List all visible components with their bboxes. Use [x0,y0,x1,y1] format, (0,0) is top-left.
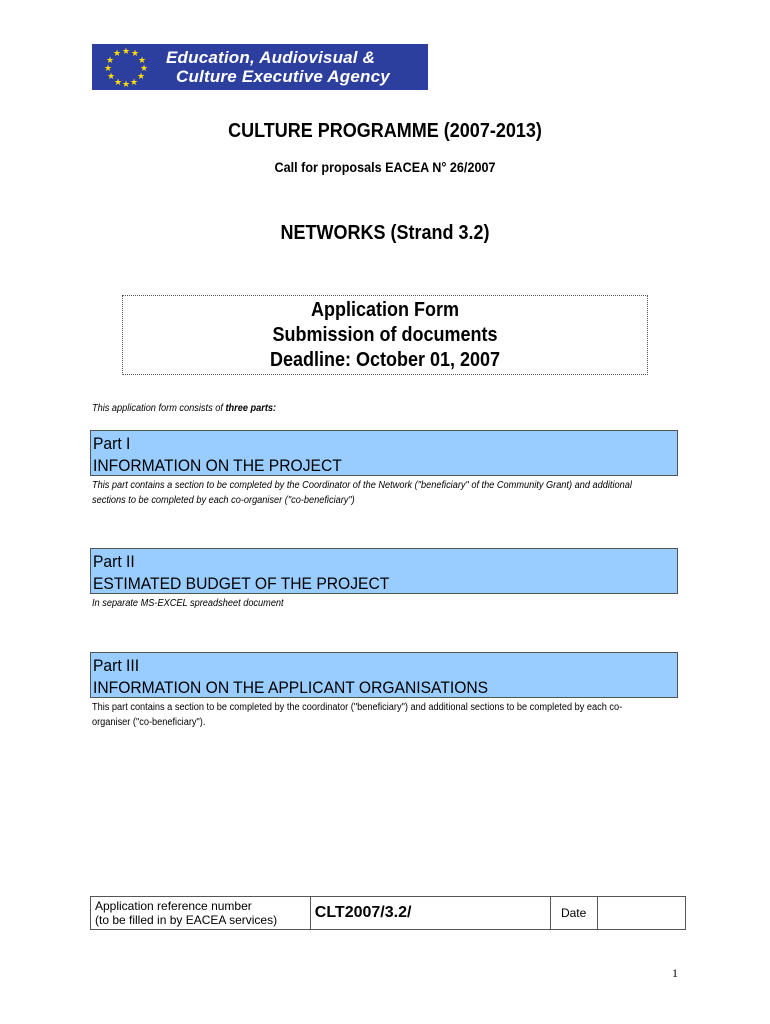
part-3-title: INFORMATION ON THE APPLICANT ORGANISATIONS [93,678,489,697]
part-3-description: This part contains a section to be completed by the coordinator ("beneficiary") and additional sections to be completed by each co-organiser ("co-beneficiary"). [92,702,623,728]
part-3-label: Part III [93,656,140,675]
eu-flag-icon [92,44,162,90]
part-2-label: Part II [93,552,135,571]
svg-text:★: ★ [137,56,147,66]
intro-text: This application form consists of three parts: [92,403,277,414]
svg-text:★: ★ [105,56,115,66]
logo-line-1: Education, Audiovisual & [166,48,376,67]
svg-text:★: ★ [129,78,139,88]
svg-text:★: ★ [136,72,146,82]
submission-title: Submission of documents [272,324,498,346]
reference-number[interactable]: CLT2007/3.2/ [310,897,550,930]
part-2-description: In separate MS-EXCEL spreadsheet document [92,598,284,609]
page-number: 1 [672,966,678,980]
svg-text:★: ★ [112,49,122,59]
svg-text:★: ★ [113,78,123,88]
svg-text:★: ★ [121,80,131,88]
svg-text:★: ★ [139,64,148,74]
reference-table [90,896,686,930]
strand-title: NETWORKS (Strand 3.2) [280,222,490,244]
application-form-title: Application Form [310,299,459,321]
intro-emphasis: three parts: [225,403,277,414]
reference-label: Application reference number (to be filled in by EACEA services) [91,897,311,930]
date-label: Date [550,897,597,930]
part-1-description: This part contains a section to be completed by the Coordinator of the Network ("beneficiary" of the Community Grant) and additional sections to be completed by each co-organiser ("co-beneficiary") [92,480,632,506]
part-1-title: INFORMATION ON THE PROJECT [93,456,342,475]
part-1-label: Part I [93,434,131,453]
logo-line-2: Culture Executive Agency [176,67,390,86]
part-2-title: ESTIMATED BUDGET OF THE PROJECT [93,574,390,593]
eacea-logo [92,44,428,90]
part-1-header [90,430,678,476]
part-3-header [90,652,678,698]
deadline: Deadline: October 01, 2007 [269,349,501,371]
svg-text:★: ★ [130,49,140,59]
svg-text:★: ★ [121,47,131,57]
programme-title: CULTURE PROGRAMME (2007-2013) [228,120,542,142]
date-field[interactable] [597,897,685,930]
call-for-proposals: Call for proposals EACEA N° 26/2007 [274,159,496,175]
svg-text:★: ★ [106,72,116,82]
svg-text:★: ★ [104,64,113,74]
application-form-box [122,295,648,375]
part-2-header [90,548,678,594]
